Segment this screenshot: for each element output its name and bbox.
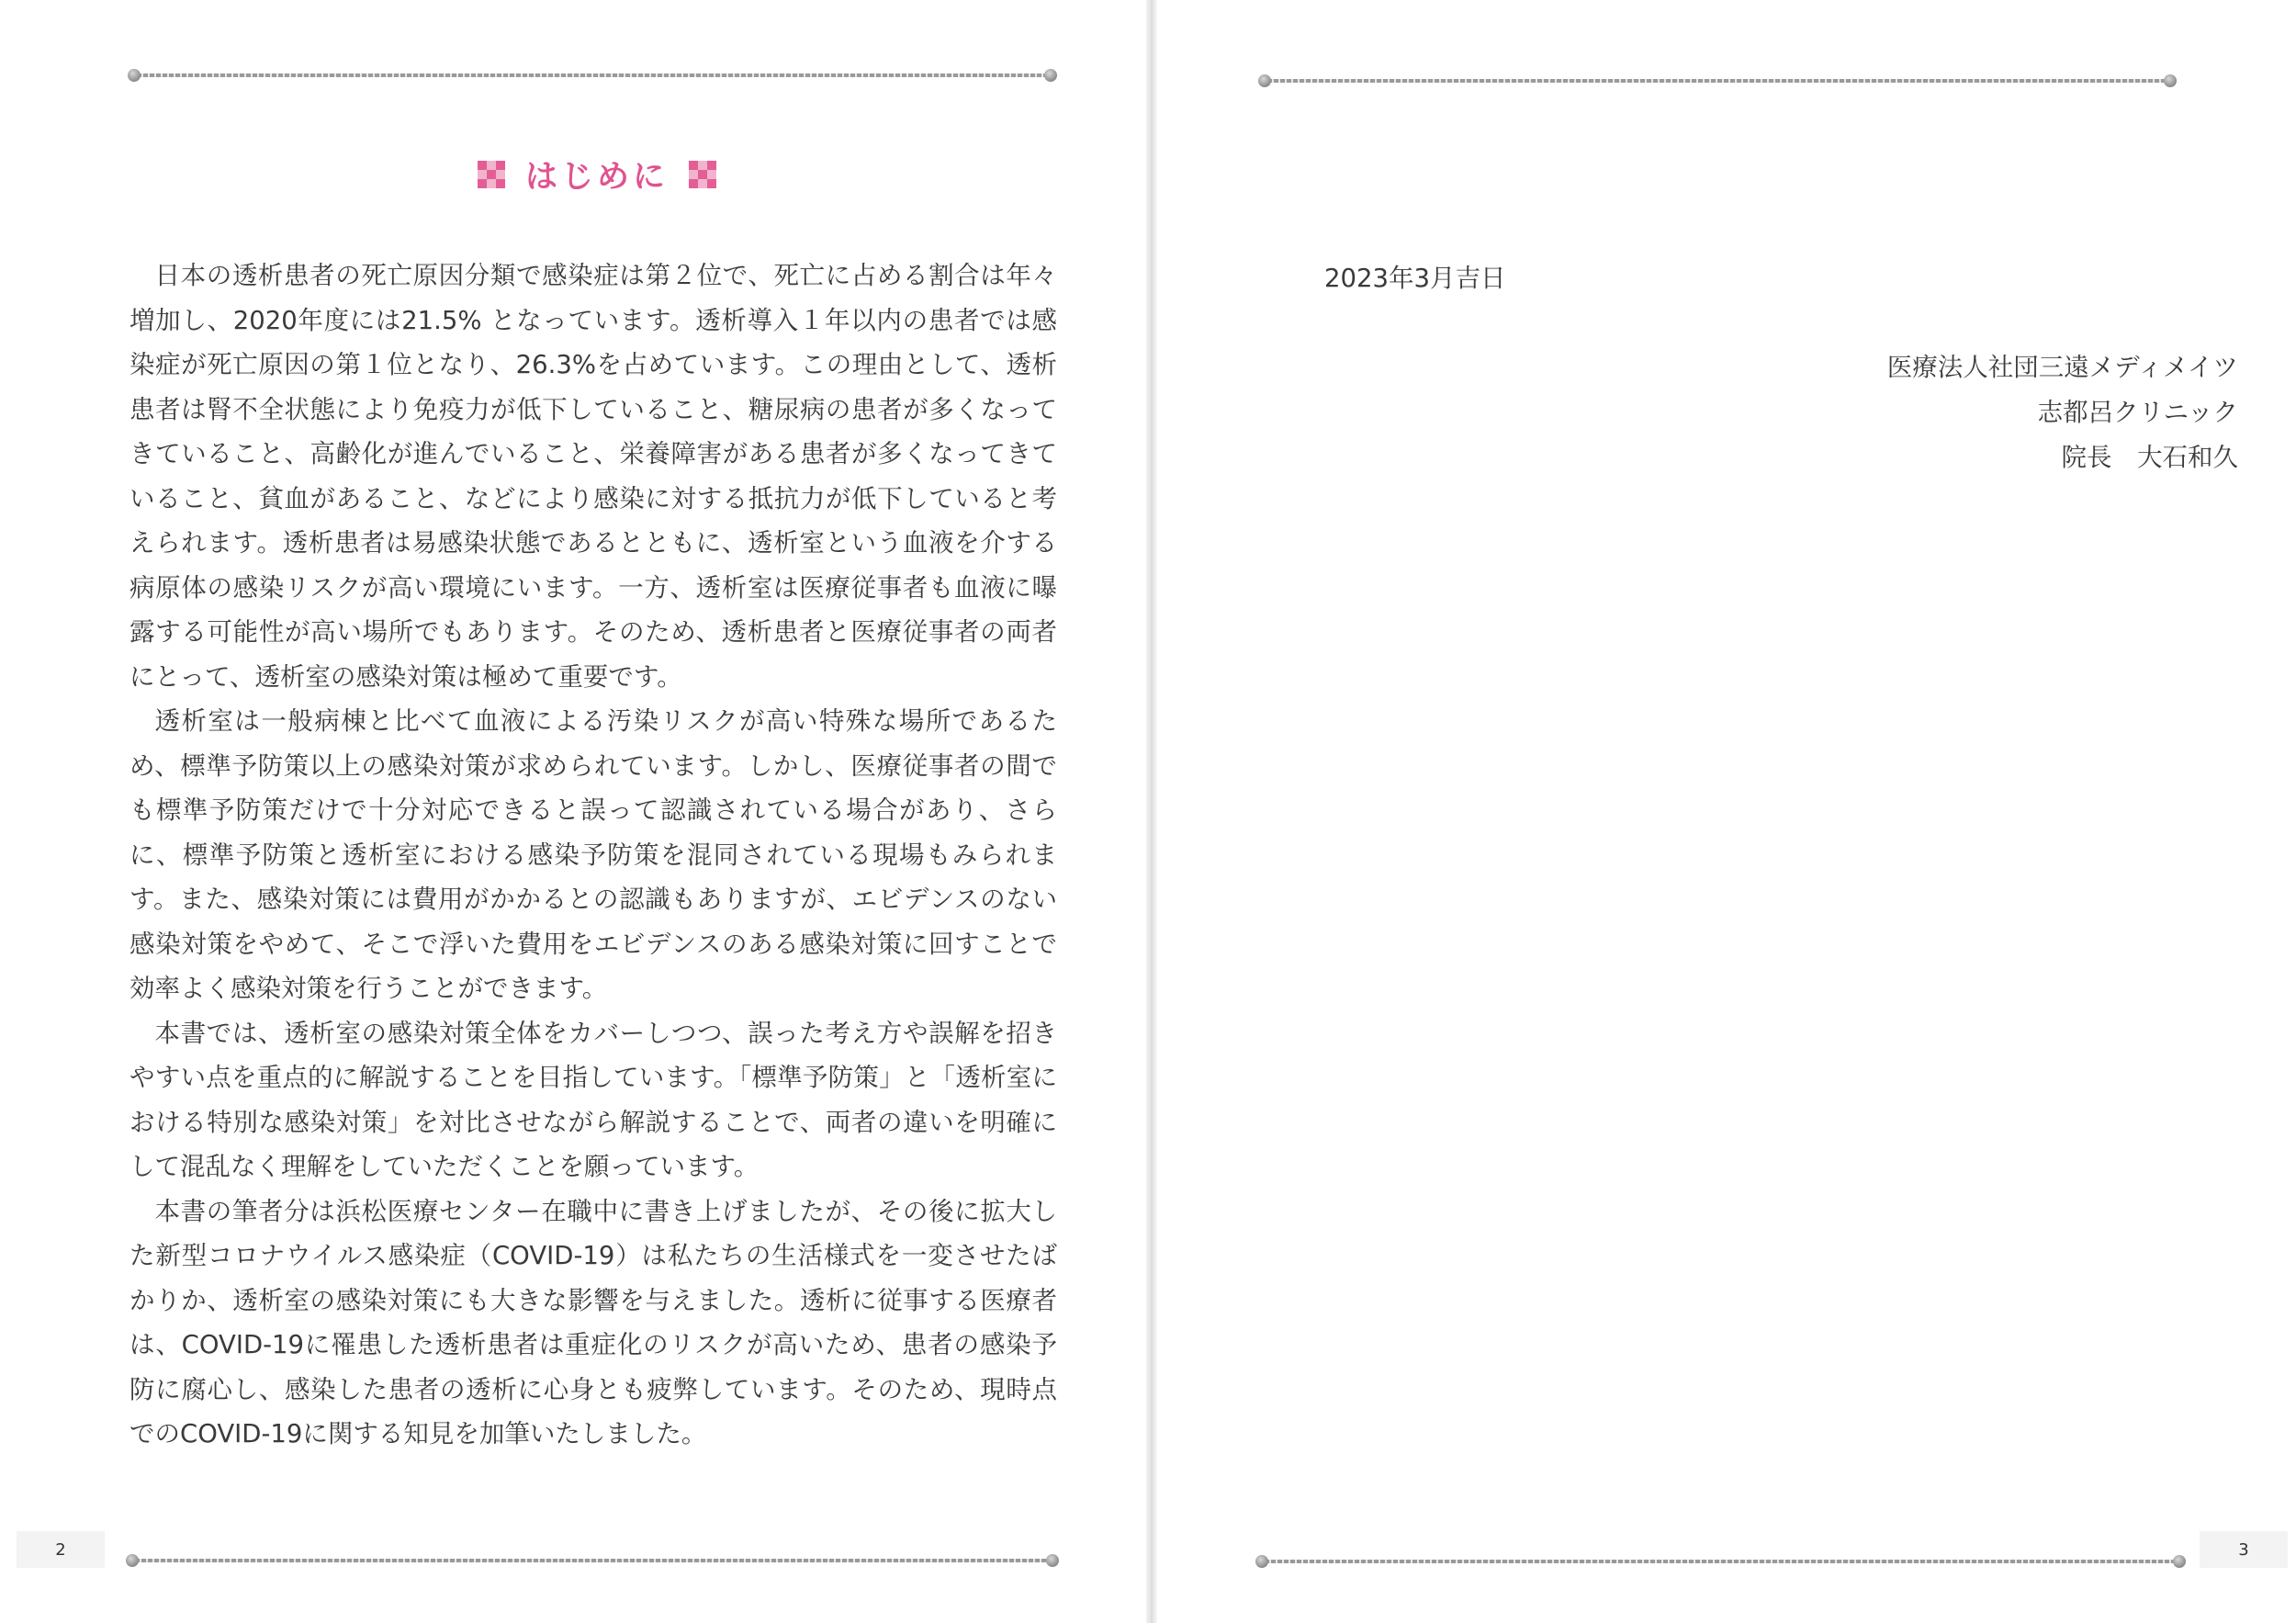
- page-number: 2: [17, 1531, 105, 1568]
- body-text: [129, 254, 1057, 1457]
- book-gutter: [1146, 0, 1157, 1623]
- top-ornament-rule: [1258, 74, 2177, 87]
- right-page: [1157, 0, 2296, 1623]
- left-page: [0, 0, 1146, 1623]
- checker-ornament-icon: [478, 161, 505, 188]
- signature-clinic: 志都呂クリニック: [2037, 398, 2238, 427]
- date-line: 2023年3月吉日: [1324, 264, 1506, 293]
- paragraph: 本書の筆者分は浜松医療センター在職中に書き上げましたが、その後に拡大した新型コロナウイルス感染症（COVID-19）は私たちの生活様式を一変させたばかりか、透析室の感染対策にも大きな影響を与えました。透析に従事する医療者は、COVID-19に罹患した透析患者は重症化のリスクが高いため、患者の感染予防に腐心し、感染した患者の透析に心身とも疲弊しています。そのため、現時点でのCOVID-19に関する知見を加筆いたしました。: [129, 1196, 1057, 1448]
- bottom-ornament-rule: [126, 1554, 1059, 1567]
- section-heading: [459, 147, 735, 202]
- checker-ornament-icon: [689, 161, 716, 188]
- signature-director: 院長 大石和久: [2061, 443, 2238, 472]
- paragraph: 日本の透析患者の死亡原因分類で感染症は第２位で、死亡に占める割合は年々増加し、2020年度には21.5% となっています。透析導入１年以内の患者では感染症が死亡原因の第１位となり、26.3%を占めています。この理由として、透析患者は腎不全状態により免疫力が低下していること、糖尿病の患者が多くなってきていること、高齢化が進んでいること、栄養障害がある患者が多くなってきていること、貧血があること、などにより感染に対する抵抗力が低下していると考えられます。透析患者は易感染状態であるとともに、透析室という血液を介する病原体の感染リスクが高い環境にいます。一方、透析室は医療従事者も血液に曝露する可能性が高い場所でもあります。そのため、透析患者と医療従事者の両者にとって、透析室の感染対策は極めて重要です。: [129, 261, 1057, 692]
- heading-title: はじめに: [524, 159, 669, 196]
- top-ornament-rule: [128, 69, 1057, 82]
- page-number: 3: [2200, 1531, 2288, 1568]
- paragraph: 本書では、透析室の感染対策全体をカバーしつつ、誤った考え方や誤解を招きやすい点を重点的に解説することを目指しています。「標準予防策」と「透析室における特別な感染対策」を対比させながら解説することで、両者の違いを明確にして混乱なく理解をしていただくことを願っています。: [129, 1018, 1057, 1181]
- bottom-ornament-rule: [1255, 1555, 2186, 1568]
- signature-organization: 医療法人社団三遠メディメイツ: [1886, 353, 2238, 382]
- paragraph: 透析室は一般病棟と比べて血液による汚染リスクが高い特殊な場所であるため、標準予防策以上の感染対策が求められています。しかし、医療従事者の間でも標準予防策だけで十分対応できると誤って認識されている場合があり、さらに、標準予防策と透析室における感染予防策を混同されている現場もみられます。また、感染対策には費用がかかるとの認識もありますが、エビデンスのない感染対策をやめて、そこで浮いた費用をエビデンスのある感染対策に回すことで効率よく感染対策を行うことができます。: [129, 706, 1057, 1003]
